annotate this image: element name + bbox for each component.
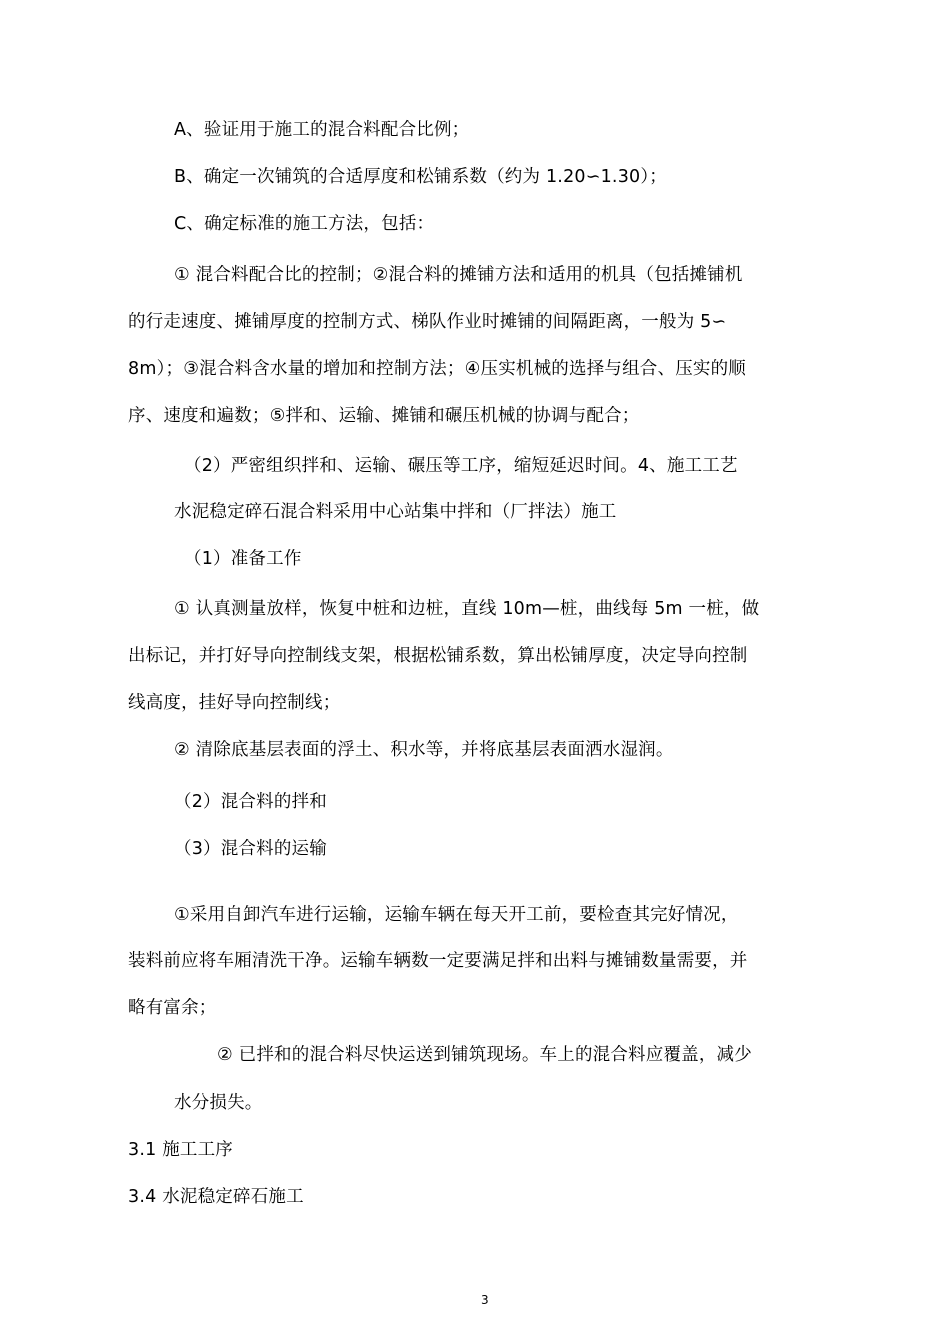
text-line: （2）混合料的拌和	[174, 792, 327, 812]
text-line: C、确定标准的施工方法，包括：	[174, 214, 435, 234]
text-line: ② 清除底基层表面的浮土、积水等，并将底基层表面洒水湿润。	[174, 740, 674, 760]
text-line: 8m）；③混合料含水量的增加和控制方法；④压实机械的选择与组合、压实的顺	[128, 359, 747, 379]
text-line: 水泥稳定碎石混合料采用中心站集中拌和（厂拌法）施工	[174, 502, 617, 522]
text-line: 装料前应将车厢清洗干净。运输车辆数一定要满足拌和出料与摊铺数量需要，并	[128, 951, 748, 971]
text-line: 水分损失。	[174, 1093, 263, 1113]
text-line: 略有富余；	[128, 998, 217, 1018]
text-line: ① 混合料配合比的控制；②混合料的摊铺方法和适用的机具（包括摊铺机	[174, 265, 743, 285]
text-line: 3.4 水泥稳定碎石施工	[128, 1187, 304, 1207]
text-line: （3）混合料的运输	[174, 839, 327, 859]
text-line: 3.1 施工工序	[128, 1140, 233, 1160]
text-line: 序、速度和遍数；⑤拌和、运输、摊铺和碾压机械的协调与配合；	[128, 406, 640, 426]
text-line: 的行走速度、摊铺厚度的控制方式、梯队作业时摊铺的间隔距离，一般为 5∽	[128, 312, 727, 332]
text-line: （1）准备工作	[184, 549, 302, 569]
text-line: ①采用自卸汽车进行运输，运输车辆在每天开工前，要检查其完好情况，	[174, 905, 739, 925]
text-line: B、确定一次铺筑的合适厚度和松铺系数（约为 1.20∽1.30）；	[174, 167, 668, 187]
text-line: 线高度，挂好导向控制线；	[128, 693, 341, 713]
text-line: A、验证用于施工的混合料配合比例；	[174, 120, 470, 140]
text-line: ② 已拌和的混合料尽快运送到铺筑现场。车上的混合料应覆盖，减少	[217, 1045, 752, 1065]
text-line: 出标记，并打好导向控制线支架，根据松铺系数，算出松铺厚度，决定导向控制	[128, 646, 748, 666]
text-line: （2）严密组织拌和、运输、碾压等工序，缩短延迟时间。4、施工工艺	[184, 456, 738, 476]
page-number: 3	[481, 1293, 489, 1307]
text-line: ① 认真测量放样，恢复中桩和边桩，直线 10m—桩，曲线每 5m 一桩，做	[174, 599, 760, 619]
